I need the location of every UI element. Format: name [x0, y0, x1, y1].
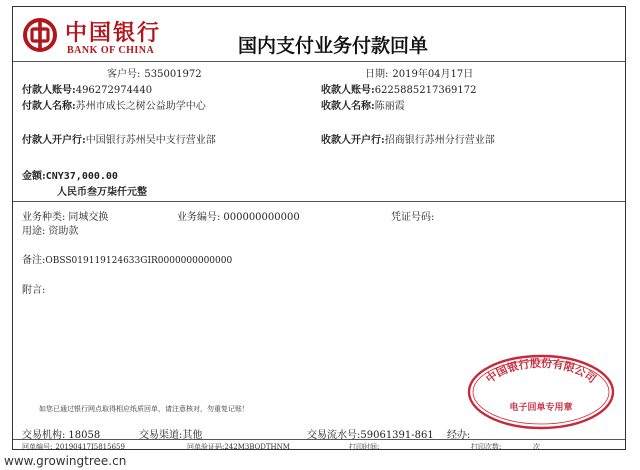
print-count-label: 打印次数:	[471, 443, 502, 451]
stamp-subtitle: 电子回单专用章	[509, 403, 573, 413]
page-title: 国内支付业务付款回单	[238, 35, 429, 57]
bank-name-en: BANK OF CHINA	[67, 45, 155, 56]
payer-account-value: 496272974440	[75, 85, 153, 96]
business-number-value: 000000000000	[223, 212, 300, 223]
payee-account	[321, 81, 477, 96]
transaction-channel-value: 其他	[182, 430, 203, 441]
watermark-url: www.growingtree.cn	[4, 454, 127, 468]
notice-text: 如您已通过银行网点取得相应纸质回单，请注意核对，勿重复记账！	[39, 405, 249, 413]
business-type-label: 业务种类:	[22, 212, 66, 223]
print-time	[349, 442, 379, 452]
remark-label: 备注:	[22, 255, 46, 266]
payee-bank	[321, 131, 495, 146]
business-type	[22, 208, 108, 223]
remark	[22, 251, 232, 266]
transaction-serial-value: 59061391-861	[360, 430, 434, 441]
voucher-number-label: 凭证号码:	[391, 212, 435, 223]
verify-code-label: 回单验证码:	[187, 443, 225, 451]
receipt-sheet	[12, 6, 626, 450]
amount-divider	[13, 201, 625, 202]
payee-bank-value: 招商银行苏州分行营业部	[384, 135, 495, 146]
amount-in-words: 人民币叁万柒仟元整	[57, 187, 147, 198]
payer-account	[22, 81, 152, 96]
payer-name-label: 付款人名称:	[22, 101, 76, 112]
print-count-value: 次	[533, 443, 540, 451]
payee-account-label: 收款人账号:	[321, 85, 375, 96]
receipt-date	[365, 65, 473, 80]
remark-value: OBSS019119124633GIR0000000000000	[45, 256, 233, 266]
print-time-label: 打印时间:	[349, 443, 380, 451]
bank-of-china-logo-icon	[23, 18, 57, 52]
payee-name-value: 陈丽霞	[374, 101, 405, 112]
purpose	[22, 222, 78, 237]
payee-bank-label: 收款人开户行:	[321, 135, 385, 146]
payer-account-label: 付款人账号:	[22, 85, 76, 96]
header-divider	[13, 61, 625, 62]
verify-code	[187, 442, 290, 452]
payer-bank	[22, 131, 216, 146]
purpose-label: 用途:	[22, 226, 46, 237]
footer-divider	[13, 439, 625, 440]
payer-bank-label: 付款人开户行:	[22, 135, 86, 146]
transaction-channel-label: 交易渠道:	[139, 430, 183, 441]
postscript-label: 附言:	[22, 285, 46, 296]
transaction-handler-label: 经办:	[447, 430, 471, 441]
receipt-number-label: 回单编号:	[22, 443, 53, 451]
verify-code-value: 242M3BQDTHNM	[224, 443, 290, 451]
customer-number-value: 535001972	[144, 69, 202, 80]
payer-name	[22, 97, 206, 112]
date-value: 2019年04月17日	[392, 69, 474, 80]
voucher-number	[391, 208, 434, 223]
amount-label: 金额:	[22, 171, 46, 182]
date-label: 日期:	[365, 69, 389, 80]
receipt-number-value: 20190417I5815659	[55, 443, 125, 451]
amount-value: CNY37,000.00	[45, 171, 118, 182]
transaction-org-label: 交易机构:	[22, 430, 66, 441]
business-number-label: 业务编号:	[177, 212, 221, 223]
transaction-serial-label: 交易流水号:	[307, 430, 361, 441]
payee-name-label: 收款人名称:	[321, 101, 375, 112]
payer-name-value: 苏州市成长之树公益助学中心	[75, 101, 206, 112]
customer-number-label: 客户号:	[107, 69, 141, 80]
bank-name-cn: 中国银行	[65, 20, 162, 46]
postscript	[22, 281, 45, 296]
electronic-receipt-seal	[466, 353, 616, 431]
purpose-value: 资助款	[48, 226, 79, 237]
amount	[22, 167, 118, 182]
customer-number	[107, 65, 202, 80]
transaction-org-value: 18058	[68, 430, 101, 441]
business-type-value: 同城交换	[68, 212, 109, 223]
stamp-bank-name: 中国银行股份有限公司	[483, 356, 599, 386]
payee-name	[321, 97, 405, 112]
payer-bank-value: 中国银行苏州吴中支行营业部	[85, 135, 216, 146]
business-number	[177, 208, 300, 223]
receipt-number	[22, 442, 125, 452]
payee-account-value: 6225885217369172	[374, 85, 477, 96]
